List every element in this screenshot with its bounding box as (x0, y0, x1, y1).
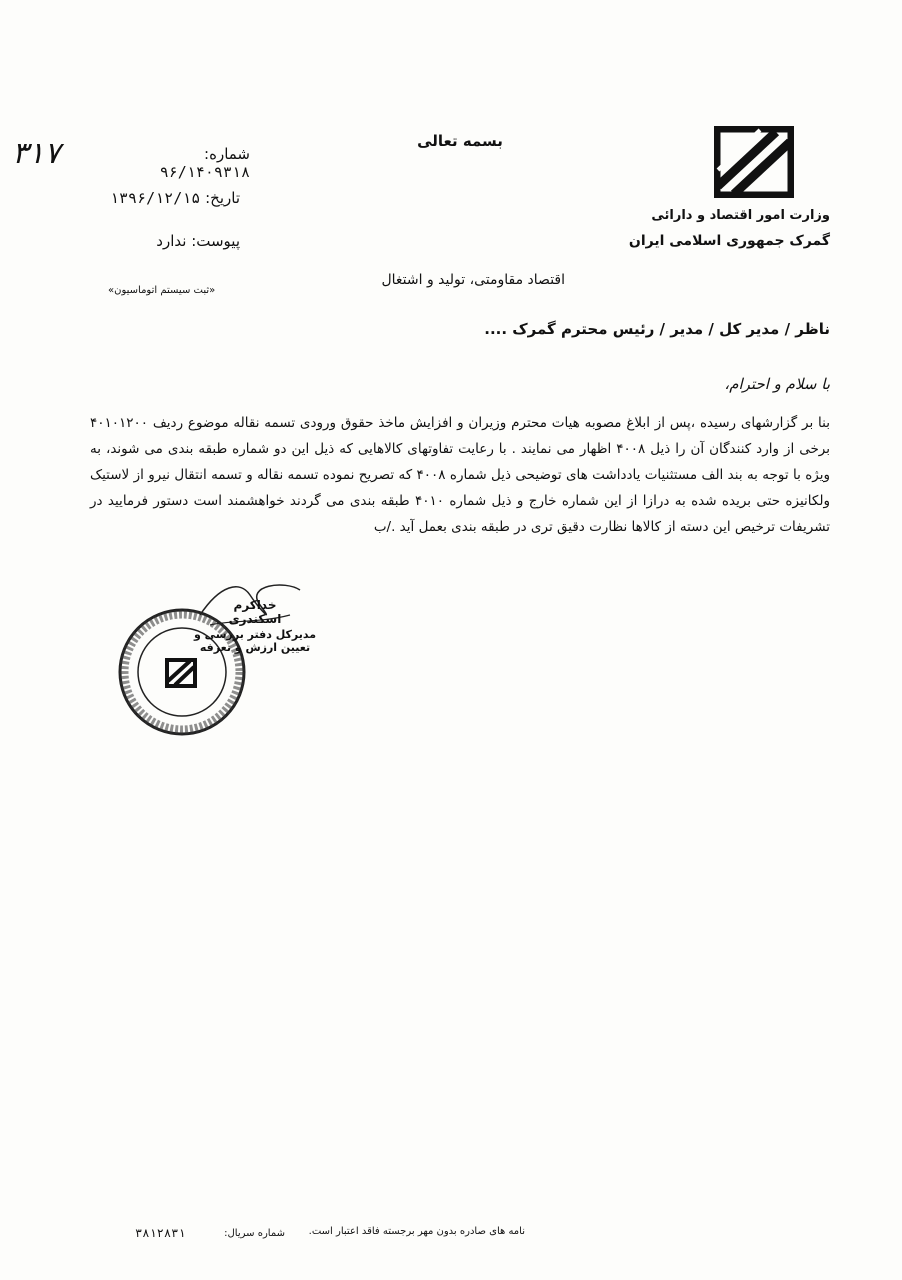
bismillah-heading: بسمه تعالی (417, 132, 503, 150)
letter-body: بنا بر گزارشهای رسیده ،پس از ابلاغ مصوبه هیات محترم وزیران و افزایش ماخذ حقوق ورودی تسمه نقاله موضوع ردیف ۴۰۱۰۱۲۰۰ برخی از وارد کنندگان آن را ذیل ۴۰۰۸ اظهار می نمایند . با رعایت تفاوتهای کالاهایی که ذیل این دو شماره طبقه بندی می شوند، به ویژه با توجه به بند الف مستثنیات یادداشت های توضیحی ذیل شماره ۴۰۰۸ که تصریح نموده تسمه نقاله و تسمه انتقال نیرو از لاستیک ولکانیزه حتی بریده شده به درازا از این شماره خارج و ذیل شماره ۴۰۱۰ طبقه بندی می گردند خواهشمند است دستور فرمایید در تشریفات ترخیص این دسته از کالاها نظارت دقیق تری در طبقه بندی بعمل آید ./ب (90, 415, 830, 535)
addressee: ناظر / مدیر کل / مدیر / رئیس محترم گمرک .... (484, 320, 830, 338)
attachment-value: ندارد (156, 232, 187, 250)
handwritten-number: ۳۱۷ (12, 136, 61, 171)
auto-registration-note: «ثبت سیستم اتوماسیون» (108, 285, 216, 296)
signatory-title: مدیرکل دفتر بررسی و تعیین ارزش و تعرفه (193, 628, 317, 654)
number-label: شماره: (204, 145, 250, 163)
footer-note: نامه های صادره بدون مهر برجسته فاقد اعتبار است. (308, 1226, 525, 1237)
customs-logo-icon (714, 126, 794, 198)
letter-attachment (110, 232, 240, 250)
greeting: با سلام و احترام، (724, 375, 830, 393)
serial-value: ۳۸۱۲۸۳۱ (135, 1226, 186, 1240)
number-value: ۹۶/۱۴۰۹۳۱۸ (159, 163, 250, 181)
slogan: اقتصاد مقاومتی، تولید و اشتغال (381, 272, 565, 288)
serial-label: شماره سریال: (224, 1228, 285, 1239)
signatory-name: خداکرم اسکندری (228, 598, 282, 626)
date-value: ۱۳۹۶/۱۲/۱۵ (110, 189, 201, 207)
letter-date (100, 189, 240, 207)
attachment-label: پیوست: (191, 232, 240, 250)
date-label: تاریخ: (205, 189, 240, 207)
letter-number (130, 145, 250, 181)
customs-name: گمرک جمهوری اسلامی ایران (628, 233, 830, 249)
ministry-name: وزارت امور اقتصاد و دارائی (651, 208, 830, 223)
